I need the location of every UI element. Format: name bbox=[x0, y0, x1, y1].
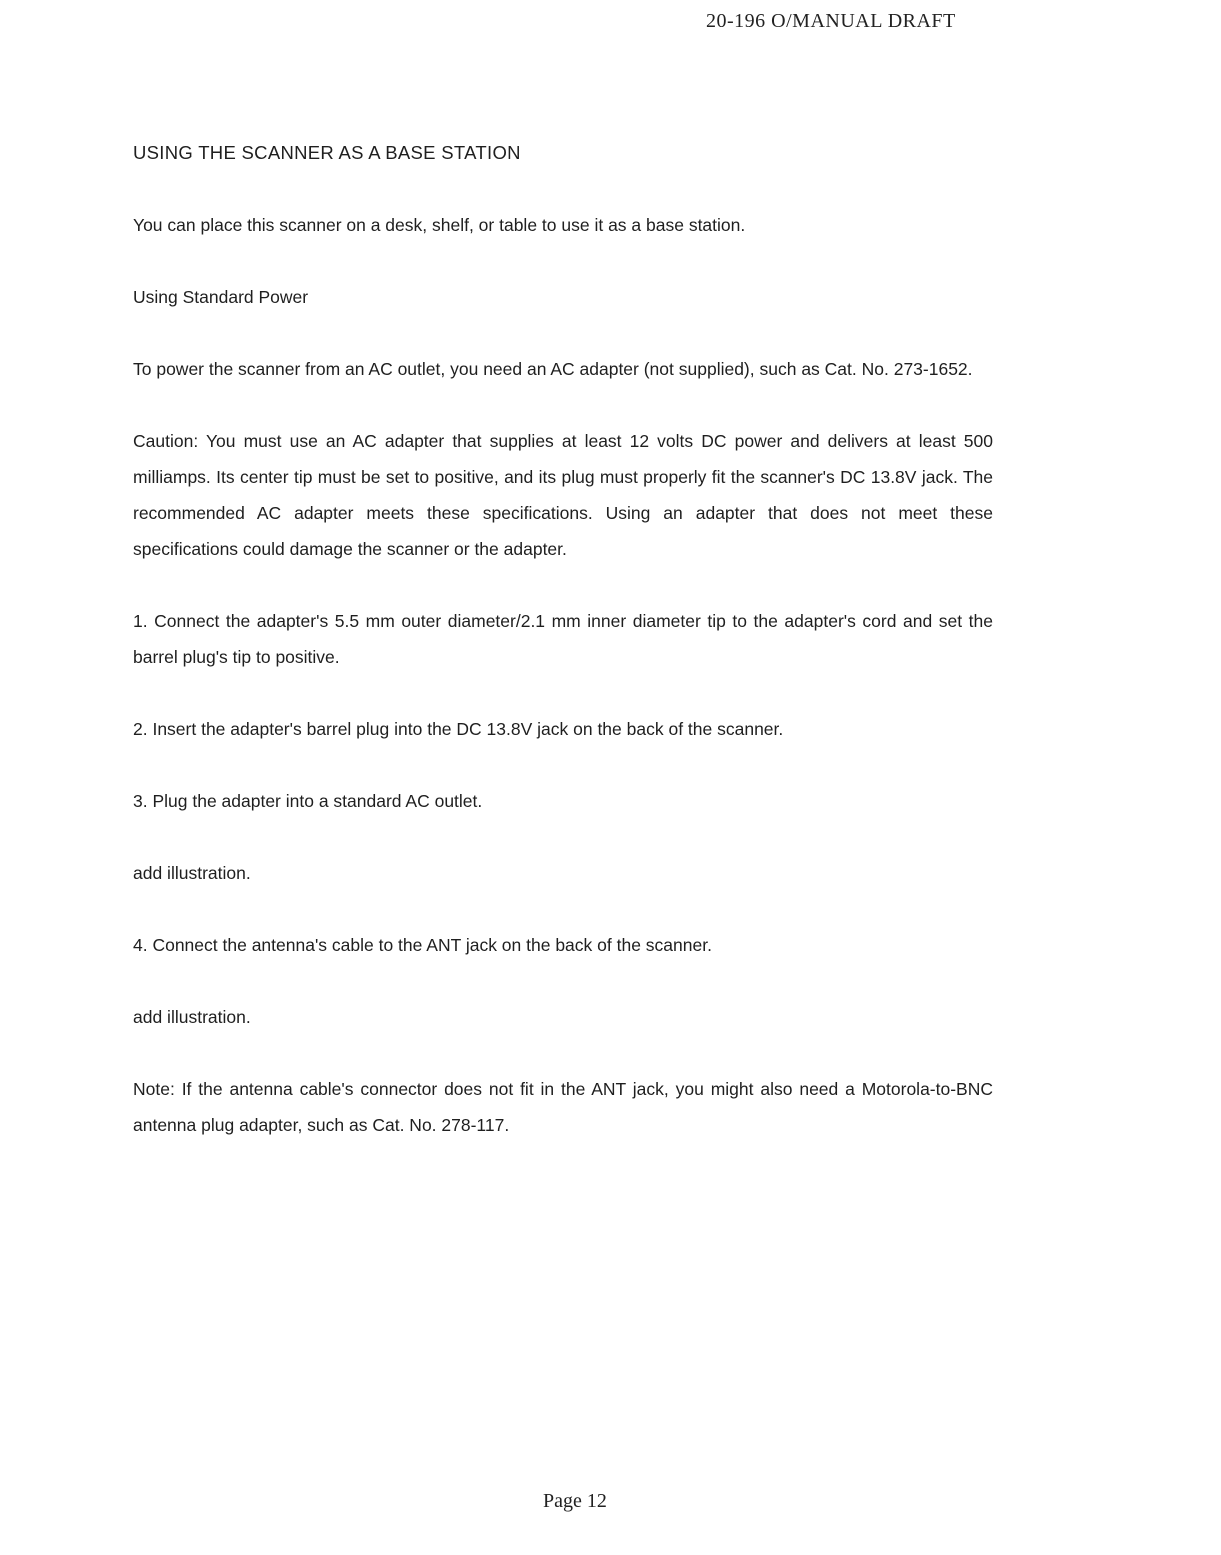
step-3: 3. Plug the adapter into a standard AC outlet. bbox=[133, 791, 483, 811]
step-1: 1. Connect the adapter's 5.5 mm outer diameter/2.1 mm inner diameter tip to the adapter's cord and set the barrel plug's tip to positive. bbox=[133, 611, 993, 667]
document-body bbox=[133, 135, 993, 1143]
power-paragraph: To power the scanner from an AC outlet, you need an AC adapter (not supplied), such as Cat. No. 273-1652. bbox=[133, 359, 973, 379]
caution-paragraph: Caution: You must use an AC adapter that supplies at least 12 volts DC power and delivers at least 500 milliamps. Its center tip must be set to positive, and its plug must properly fit the scanner's DC 13.8V jack. The recommended AC adapter meets these specifications. Using an adapter that does not meet these specifications could damage the scanner or the adapter. bbox=[133, 431, 993, 559]
illustration-note-2: add illustration. bbox=[133, 1007, 251, 1027]
subheading: Using Standard Power bbox=[133, 287, 309, 307]
section-heading: USING THE SCANNER AS A BASE STATION bbox=[133, 142, 521, 163]
note-paragraph: Note: If the antenna cable's connector does not fit in the ANT jack, you might also need a Motorola-to-BNC antenna plug adapter, such as Cat. No. 278-117. bbox=[133, 1079, 993, 1135]
page-number: Page 12 bbox=[543, 1490, 607, 1512]
step-2: 2. Insert the adapter's barrel plug into the DC 13.8V jack on the back of the scanner. bbox=[133, 719, 784, 739]
illustration-note-1: add illustration. bbox=[133, 863, 251, 883]
intro-paragraph: You can place this scanner on a desk, shelf, or table to use it as a base station. bbox=[133, 215, 746, 235]
draft-header: 20-196 O/MANUAL DRAFT bbox=[706, 10, 956, 32]
step-4: 4. Connect the antenna's cable to the ANT jack on the back of the scanner. bbox=[133, 935, 712, 955]
